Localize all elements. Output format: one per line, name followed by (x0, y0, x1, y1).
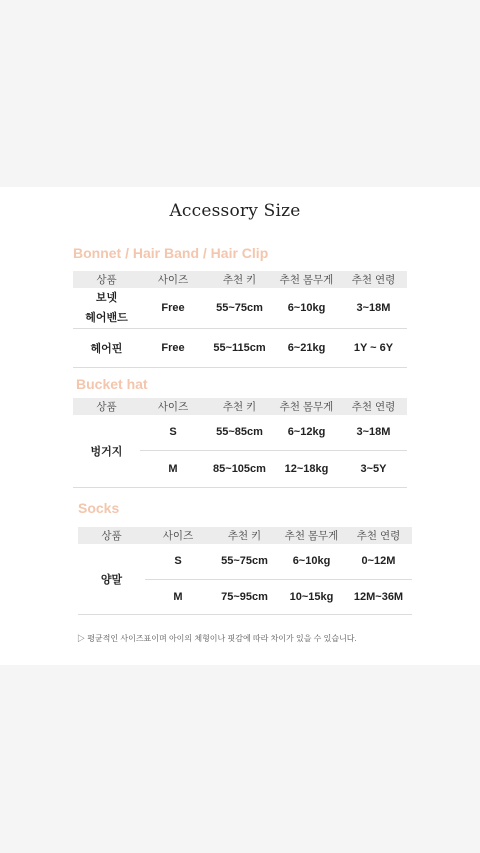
header-size: 사이즈 (145, 527, 211, 544)
size-table-bucket-hat (73, 398, 407, 488)
table-header-row (78, 527, 412, 544)
table-row (78, 544, 412, 579)
header-product: 상품 (78, 527, 145, 544)
height-cell: 55~75cm (206, 288, 273, 329)
header-weight: 추천 몸무게 (273, 271, 340, 288)
header-height: 추천 키 (206, 398, 273, 415)
weight-cell: 6~10kg (273, 288, 340, 329)
height-cell: 75~95cm (211, 579, 278, 614)
section-title-bonnet: Bonnet / Hair Band / Hair Clip (73, 245, 269, 261)
product-name-hairband: 헤어밴드 (85, 312, 128, 324)
size-cell: S (140, 415, 206, 450)
age-cell: 0~12M (345, 544, 412, 579)
header-weight: 추천 몸무게 (273, 398, 340, 415)
weight-cell: 12~18kg (273, 450, 340, 487)
product-name-bonnet: 보넷 (95, 292, 118, 304)
product-cell: 헤어핀 (73, 329, 140, 368)
product-cell: 벙거지 (73, 415, 140, 487)
header-product: 상품 (73, 271, 140, 288)
table-row (73, 415, 407, 450)
age-cell: 3~5Y (340, 450, 407, 487)
size-cell: S (145, 544, 211, 579)
size-cell: M (140, 450, 206, 487)
age-cell: 1Y ~ 6Y (340, 329, 407, 368)
section-title-bucket-hat: Bucket hat (76, 376, 148, 392)
header-size: 사이즈 (140, 398, 206, 415)
size-cell: Free (140, 329, 206, 368)
table-header-row (73, 271, 407, 288)
size-cell: Free (140, 288, 206, 329)
product-cell (73, 288, 140, 329)
section-title-socks: Socks (78, 500, 120, 516)
header-age: 추천 연령 (345, 527, 412, 544)
weight-cell: 10~15kg (278, 579, 345, 614)
table-row (73, 288, 407, 329)
header-height: 추천 키 (211, 527, 278, 544)
weight-cell: 6~12kg (273, 415, 340, 450)
age-cell: 3~18M (340, 415, 407, 450)
table-row (73, 329, 407, 368)
size-note: ▷ 평균적인 사이즈표이며 아이의 체형이나 핏감에 따라 차이가 있을 수 있습니다. (77, 634, 357, 643)
header-height: 추천 키 (206, 271, 273, 288)
size-cell: M (145, 579, 211, 614)
height-cell: 85~105cm (206, 450, 273, 487)
product-cell: 양말 (78, 544, 145, 614)
header-age: 추천 연령 (340, 398, 407, 415)
age-cell: 12M~36M (345, 579, 412, 614)
weight-cell: 6~10kg (278, 544, 345, 579)
height-cell: 55~85cm (206, 415, 273, 450)
header-weight: 추천 몸무게 (278, 527, 345, 544)
size-table-socks (78, 527, 412, 615)
table-header-row (73, 398, 407, 415)
header-age: 추천 연령 (340, 271, 407, 288)
height-cell: 55~115cm (206, 329, 273, 368)
size-guide-card (0, 187, 480, 665)
weight-cell: 6~21kg (273, 329, 340, 368)
header-size: 사이즈 (140, 271, 206, 288)
size-table-bonnet (73, 271, 407, 368)
height-cell: 55~75cm (211, 544, 278, 579)
page-title: Accessory Size (169, 201, 301, 221)
age-cell: 3~18M (340, 288, 407, 329)
header-product: 상품 (73, 398, 140, 415)
